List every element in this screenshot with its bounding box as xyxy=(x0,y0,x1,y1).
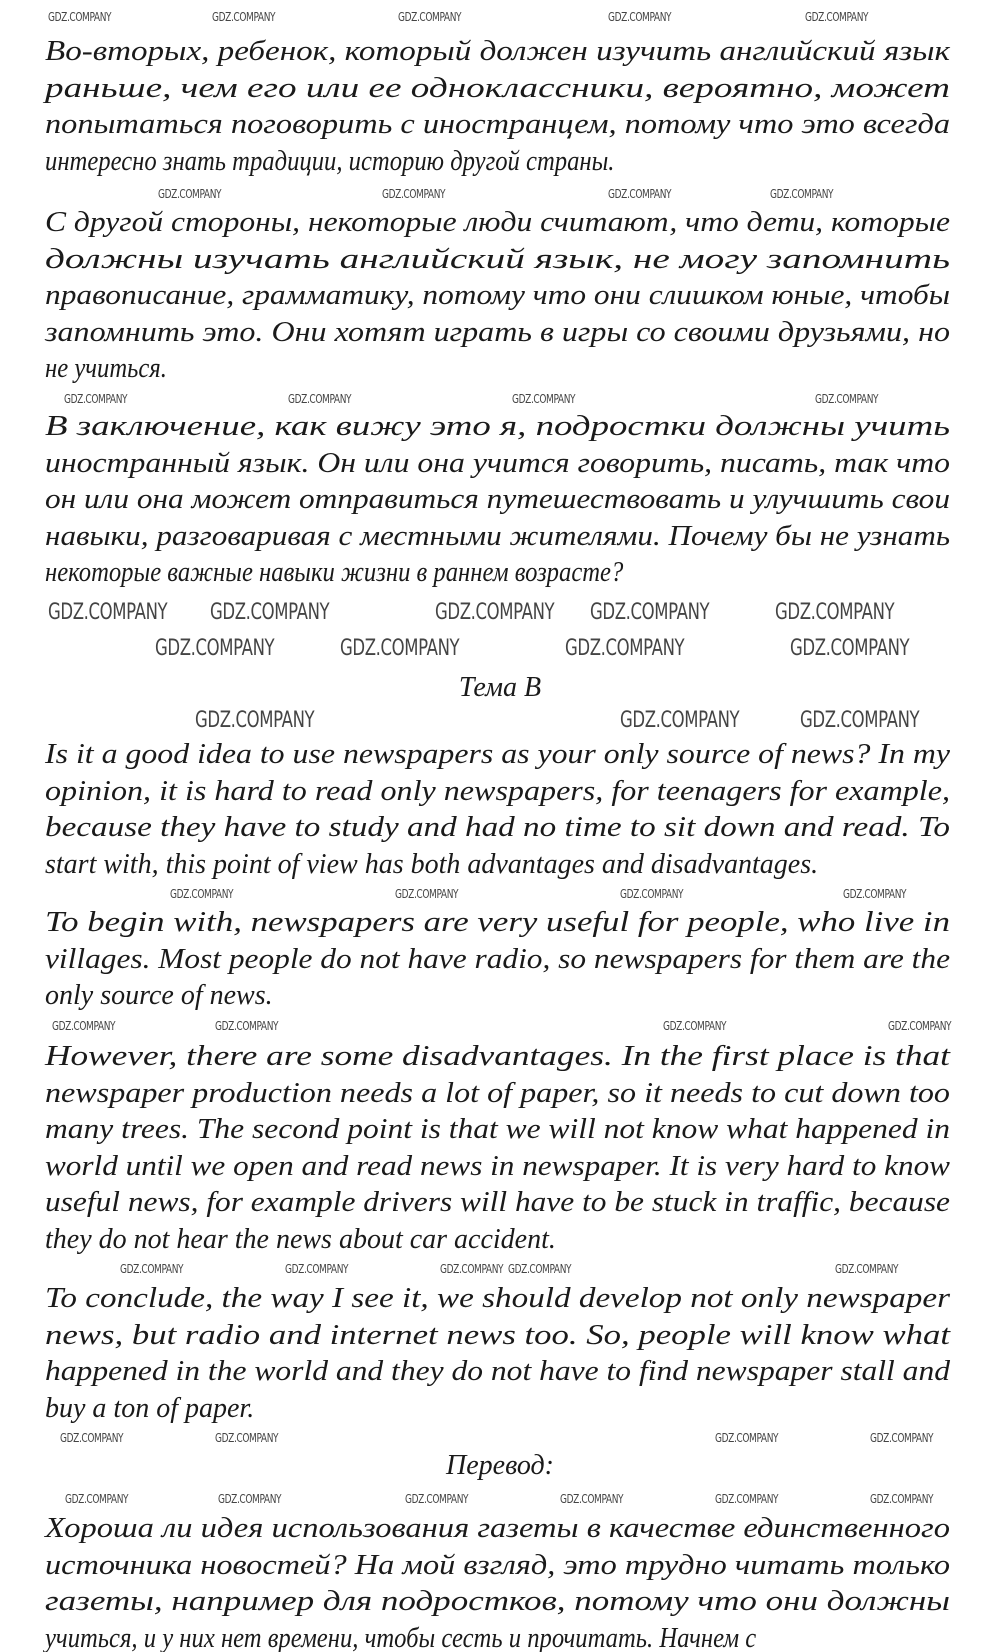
paragraph xyxy=(45,409,960,592)
text-line xyxy=(45,1318,960,1355)
watermark: GDZ.COMPANY xyxy=(405,1492,469,1506)
watermark: GDZ.COMPANY xyxy=(158,187,222,201)
watermark: GDZ.COMPANY xyxy=(288,392,352,406)
text-line-content: opinion, it is hard to read only newspapers, for teenagers for example, xyxy=(45,775,950,807)
watermark: GDZ.COMPANY xyxy=(888,1019,952,1033)
text-line xyxy=(45,205,960,242)
watermark: GDZ.COMPANY xyxy=(790,636,910,661)
watermark: GDZ.COMPANY xyxy=(170,887,234,901)
text-line-content: Хороша ли идея использования газеты в качестве единственного xyxy=(45,1513,950,1544)
text-line-content: учиться, и у них нет времени, чтобы сесть и прочитать. Начнем с xyxy=(45,1622,757,1652)
text-line xyxy=(45,278,960,315)
text-line-content: because they have to study and had no time to sit down and read. To xyxy=(45,812,950,843)
watermark: GDZ.COMPANY xyxy=(835,1262,899,1276)
text-line xyxy=(45,942,960,979)
text-line xyxy=(45,107,960,144)
text-line xyxy=(45,847,960,884)
text-line xyxy=(45,351,960,388)
text-line-content: интересно знать традиции, историю другой страны. xyxy=(45,145,615,177)
text-line-content: happened in the world and they do not have to find newspaper stall and xyxy=(45,1356,950,1387)
text-line xyxy=(45,774,960,811)
text-line xyxy=(45,519,960,556)
text-line xyxy=(45,555,960,592)
text-line-content: However, there are some disadvantages. In the first place is that xyxy=(45,1041,950,1072)
watermark: GDZ.COMPANY xyxy=(512,392,576,406)
watermark: GDZ.COMPANY xyxy=(663,1019,727,1033)
paragraph xyxy=(45,205,960,388)
watermark: GDZ.COMPANY xyxy=(48,10,112,24)
text-line-content: источника новостей? На мой взгляд, это трудно читать только xyxy=(45,1549,950,1581)
text-line xyxy=(45,34,960,71)
watermark: GDZ.COMPANY xyxy=(815,392,879,406)
text-line-content: only source of news. xyxy=(45,980,273,1011)
text-line-content: Во-вторых, ребенок, который должен изучить английский язык xyxy=(45,36,950,67)
text-line xyxy=(45,1621,960,1652)
watermark: GDZ.COMPANY xyxy=(155,636,275,661)
text-line xyxy=(45,1222,960,1259)
topic-heading: Тема B xyxy=(458,672,542,703)
paragraph xyxy=(45,1511,960,1652)
text-line xyxy=(45,1391,960,1428)
text-line xyxy=(45,1354,960,1391)
watermark: GDZ.COMPANY xyxy=(590,600,710,625)
text-line xyxy=(45,1149,960,1186)
watermark: GDZ.COMPANY xyxy=(565,636,685,661)
watermark: GDZ.COMPANY xyxy=(508,1262,572,1276)
paragraph xyxy=(45,34,960,180)
text-line xyxy=(45,482,960,519)
watermark: GDZ.COMPANY xyxy=(398,10,462,24)
watermark: GDZ.COMPANY xyxy=(715,1431,779,1445)
text-line-content: useful news, for example drivers will have to be stuck in traffic, because xyxy=(45,1187,950,1218)
text-line xyxy=(45,446,960,483)
text-line xyxy=(45,905,960,942)
text-line xyxy=(45,144,960,181)
text-line-content: навыки, разговаривая с местными жителями. Почему бы не узнать xyxy=(45,520,951,552)
watermark: GDZ.COMPANY xyxy=(52,1019,116,1033)
watermark: GDZ.COMPANY xyxy=(770,187,834,201)
watermark: GDZ.COMPANY xyxy=(64,392,128,406)
watermark: GDZ.COMPANY xyxy=(120,1262,184,1276)
text-line-content: start with, this point of view has both advantages and disadvantages. xyxy=(45,848,819,880)
watermark: GDZ.COMPANY xyxy=(608,187,672,201)
text-line xyxy=(45,71,960,108)
watermark: GDZ.COMPANY xyxy=(215,1431,279,1445)
text-line-content: раньше, чем его или ее одноклассники, вероятно, может xyxy=(45,72,950,104)
translation-heading: Перевод: xyxy=(446,1450,554,1481)
watermark: GDZ.COMPANY xyxy=(715,1492,779,1506)
text-line-content: он или она может отправиться путешествовать и улучшить свои xyxy=(45,484,950,515)
text-line-content: С другой стороны, некоторые люди считают, что дети, которые xyxy=(45,207,950,238)
text-line xyxy=(45,1511,960,1548)
text-line-content: должны изучать английский язык, не могу запомнить xyxy=(45,243,950,275)
text-line xyxy=(45,242,960,279)
text-line-content: газеты, например для подростков, потому что они должны xyxy=(45,1586,950,1617)
paragraph xyxy=(45,1039,960,1258)
text-line xyxy=(45,737,960,774)
paragraph xyxy=(45,1281,960,1427)
watermark: GDZ.COMPANY xyxy=(560,1492,624,1506)
watermark: GDZ.COMPANY xyxy=(843,887,907,901)
watermark: GDZ.COMPANY xyxy=(212,10,276,24)
text-line xyxy=(45,1185,960,1222)
text-line xyxy=(45,978,960,1015)
text-line-content: попытаться поговорить с иностранцем, потому что это всегда xyxy=(45,109,951,140)
text-line-content: buy a ton of paper. xyxy=(45,1392,255,1424)
watermark: GDZ.COMPANY xyxy=(440,1262,504,1276)
text-line xyxy=(45,810,960,847)
watermark: GDZ.COMPANY xyxy=(805,10,869,24)
watermark: GDZ.COMPANY xyxy=(48,600,168,625)
text-line-content: newspaper production needs a lot of paper, so it needs to cut down too xyxy=(45,1077,950,1109)
text-line-content: villages. Most people do not have radio, so newspapers for them are the xyxy=(45,943,950,975)
watermark: GDZ.COMPANY xyxy=(608,10,672,24)
text-line xyxy=(45,1584,960,1621)
text-line xyxy=(45,1281,960,1318)
watermark: GDZ.COMPANY xyxy=(195,708,315,733)
text-line-content: To conclude, the way I see it, we should develop not only newspaper xyxy=(45,1283,950,1314)
text-line xyxy=(45,1548,960,1585)
text-line-content: Is it a good idea to use newspapers as your only source of news? In my xyxy=(45,739,950,770)
text-line-content: В заключение, как вижу это я, подростки должны учить xyxy=(45,411,950,442)
watermark: GDZ.COMPANY xyxy=(215,1019,279,1033)
watermark: GDZ.COMPANY xyxy=(800,708,920,733)
watermark: GDZ.COMPANY xyxy=(340,636,460,661)
text-line-content: many trees. The second point is that we will not know what happened in xyxy=(45,1114,950,1145)
text-line-content: запомнить это. Они хотят играть в игры со своими друзьями, но xyxy=(45,316,950,348)
watermark: GDZ.COMPANY xyxy=(620,708,740,733)
watermark: GDZ.COMPANY xyxy=(60,1431,124,1445)
text-line-content: news, but radio and internet news too. So, people will know what xyxy=(45,1319,950,1351)
text-line-content: не учиться. xyxy=(45,353,167,384)
watermark: GDZ.COMPANY xyxy=(435,600,555,625)
text-line-content: To begin with, newspapers are very useful for people, who live in xyxy=(45,907,950,938)
watermark: GDZ.COMPANY xyxy=(382,187,446,201)
watermark: GDZ.COMPANY xyxy=(210,600,330,625)
text-line-content: world until we open and read news in newspaper. It is very hard to know xyxy=(45,1150,950,1182)
text-line-content: they do not hear the news about car accident. xyxy=(45,1223,556,1255)
text-line xyxy=(45,315,960,352)
watermark: GDZ.COMPANY xyxy=(395,887,459,901)
watermark: GDZ.COMPANY xyxy=(218,1492,282,1506)
text-line xyxy=(45,1076,960,1113)
watermark: GDZ.COMPANY xyxy=(65,1492,129,1506)
watermark: GDZ.COMPANY xyxy=(870,1492,934,1506)
text-line xyxy=(45,1112,960,1149)
text-line xyxy=(45,409,960,446)
text-line xyxy=(45,1039,960,1076)
watermark: GDZ.COMPANY xyxy=(775,600,895,625)
paragraph xyxy=(45,737,960,883)
paragraph xyxy=(45,905,960,1015)
watermark: GDZ.COMPANY xyxy=(620,887,684,901)
text-line-content: иностранный язык. Он или она учится говорить, писать, так что xyxy=(45,447,950,479)
watermark: GDZ.COMPANY xyxy=(285,1262,349,1276)
text-line-content: правописание, грамматику, потому что они слишком юные, чтобы xyxy=(45,280,950,311)
watermark: GDZ.COMPANY xyxy=(870,1431,934,1445)
text-line-content: некоторые важные навыки жизни в раннем возрасте? xyxy=(45,557,624,588)
